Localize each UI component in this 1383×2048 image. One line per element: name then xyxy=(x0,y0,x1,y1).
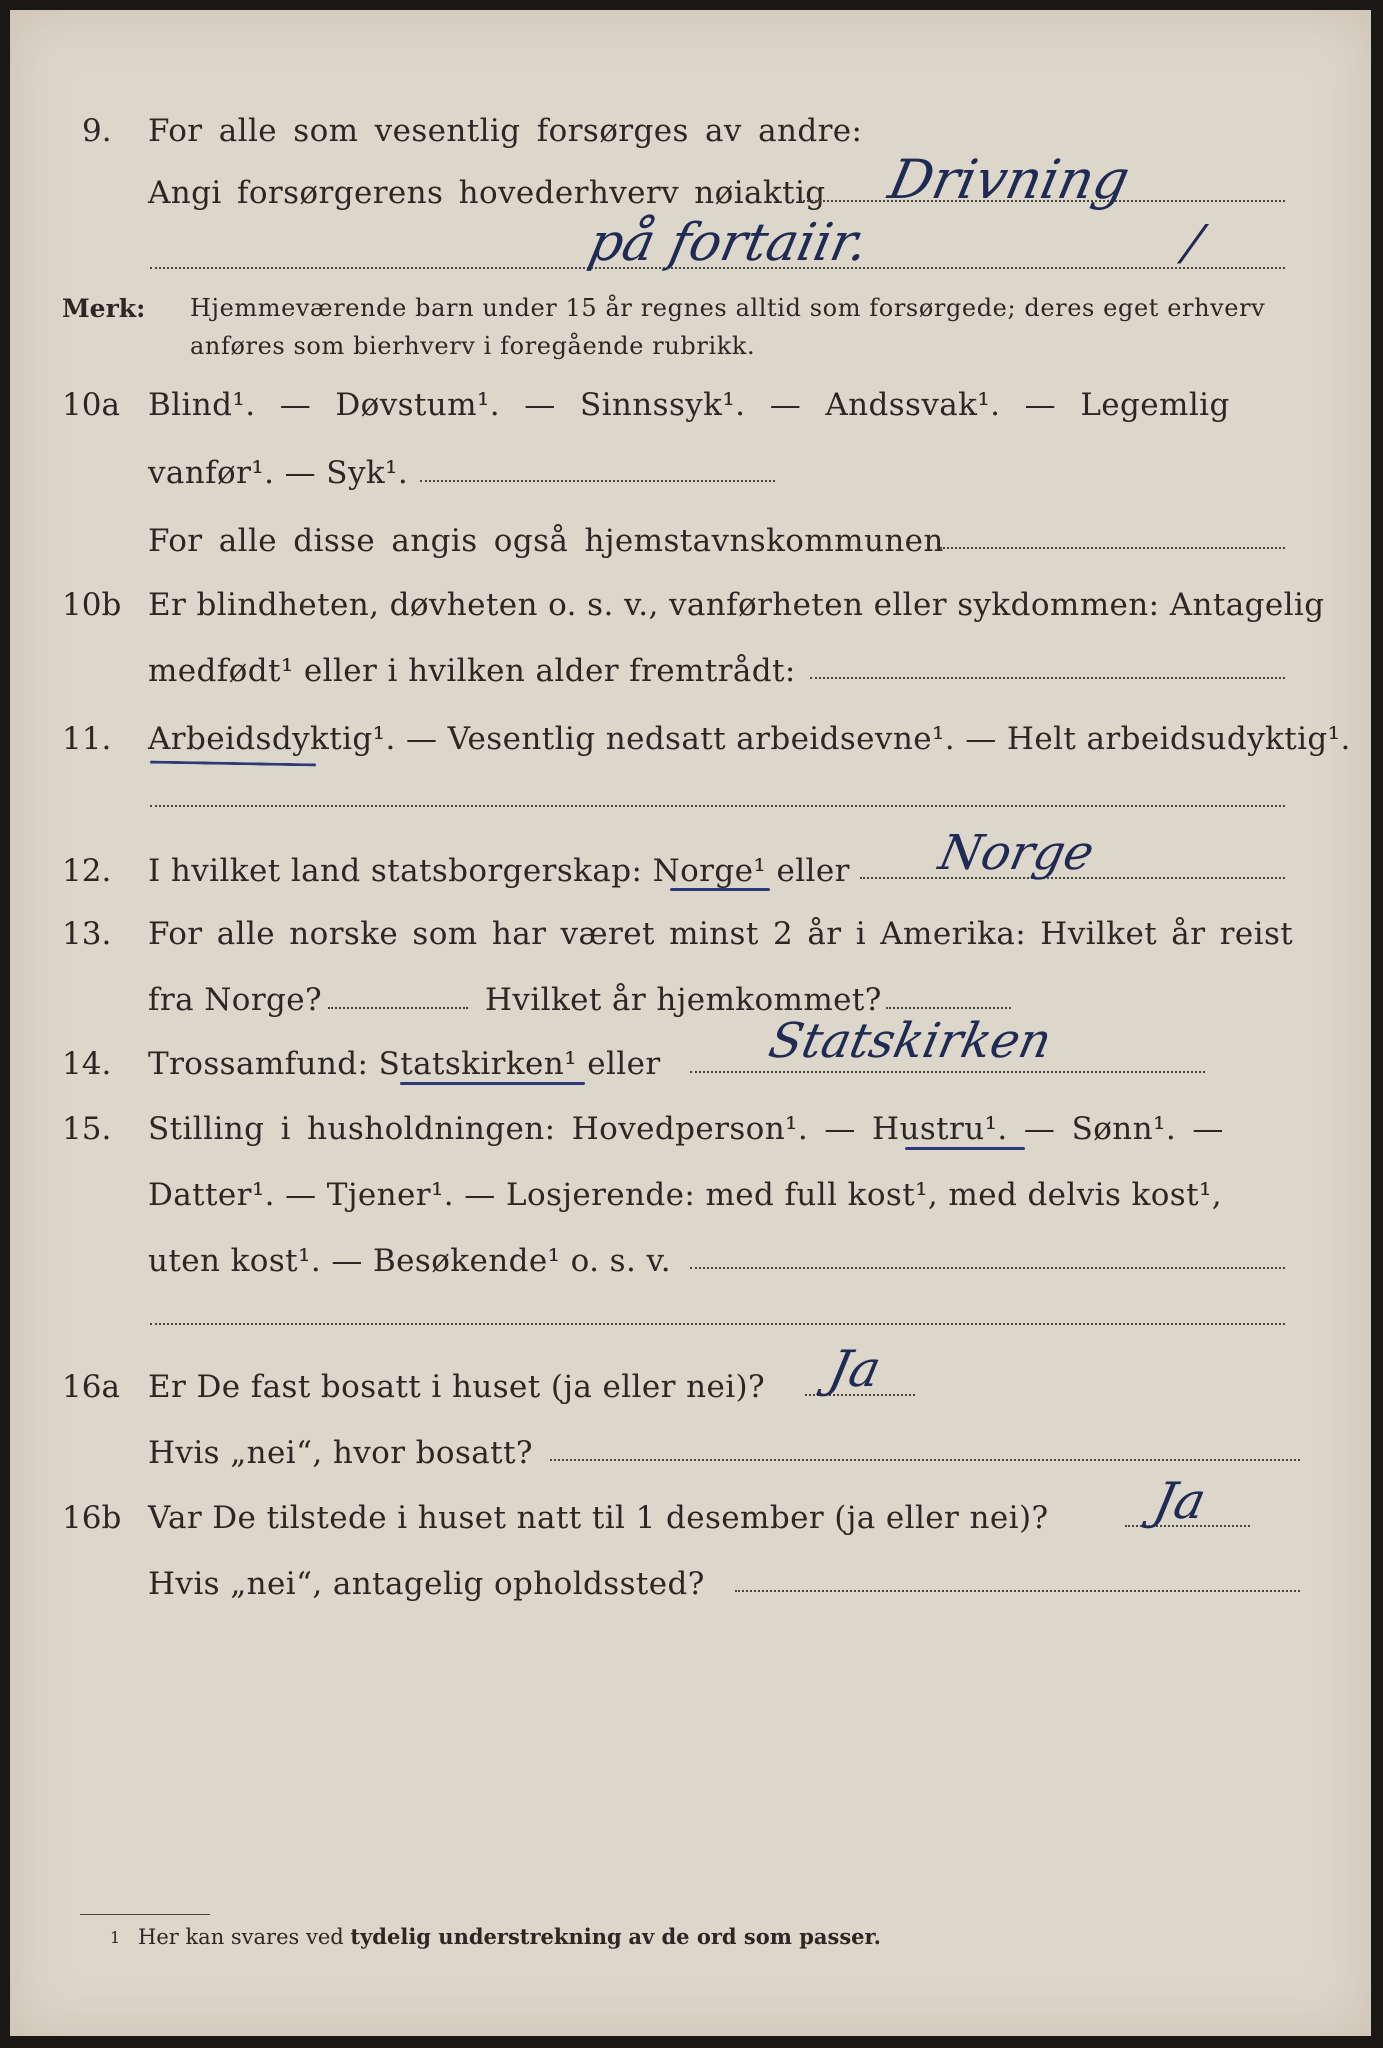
q16a-line1: Er De fast bosatt i huset (ja eller nei)? xyxy=(148,1369,766,1405)
q10b-line2: medfødt¹ eller i hvilken alder fremtrådt: xyxy=(148,653,796,689)
q16b-number: 16b xyxy=(62,1500,122,1536)
q14-answer-line xyxy=(690,1071,1205,1073)
q16a-number: 16a xyxy=(62,1369,120,1405)
footnote-text xyxy=(138,1924,881,1949)
footnote-rule xyxy=(80,1914,210,1915)
q10a-line1: Blind¹. — Døvstum¹. — Sinnssyk¹. — Andssvak¹. — Legemlig xyxy=(148,387,1230,423)
q9-line2: Angi forsørgerens hovederhverv nøiaktig xyxy=(148,175,826,211)
q15-line3: uten kost¹. — Besøkende¹ o. s. v. xyxy=(148,1243,671,1279)
q9-handwritten-mark: / xyxy=(1179,215,1208,271)
q12-handwritten-underline xyxy=(670,888,770,891)
q16b-line1: Var De tilstede i huset natt til 1 desember (ja eller nei)? xyxy=(148,1500,1049,1536)
q9-line1: For alle som vesentlig forsørges av andre: xyxy=(148,113,863,149)
q16a-line2: Hvis „nei“, hvor bosatt? xyxy=(148,1435,533,1471)
q16b-line2: Hvis „nei“, antagelig opholdssted? xyxy=(148,1566,705,1602)
footnote-text-b: tydelig understrekning xyxy=(350,1924,622,1949)
q10b-line1: Er blindheten, døvheten o. s. v., vanførheten eller sykdommen: Antagelig xyxy=(148,587,1325,623)
q10a-hometown-line xyxy=(940,547,1285,549)
q10a-answer-line xyxy=(420,480,775,482)
q10b-number: 10b xyxy=(62,587,122,623)
q16b-handwritten-answer: Ja xyxy=(1148,1472,1212,1530)
q16a-residence-line xyxy=(550,1459,1300,1461)
q12-number: 12. xyxy=(62,853,112,889)
q15-number: 15. xyxy=(62,1111,112,1147)
q15-answer-line xyxy=(690,1267,1285,1269)
q9-number: 9. xyxy=(82,113,112,149)
q14-handwritten-underline xyxy=(400,1082,585,1085)
q11-handwritten-underline xyxy=(150,761,316,767)
q13-departure-line xyxy=(328,1007,468,1009)
footnote-text-a: Her kan svares ved xyxy=(138,1925,344,1949)
q14-line1: Trossamfund: Statskirken¹ eller xyxy=(148,1046,661,1082)
q10a-line2: vanfør¹. — Syk¹. xyxy=(148,455,409,491)
q13-line2b: Hvilket år hjemkommet? xyxy=(485,982,882,1018)
q16a-handwritten-answer: Ja xyxy=(823,1340,887,1398)
merk-line1: Hjemmeværende barn under 15 år regnes alltid som forsørgede; deres eget erhverv xyxy=(190,294,1266,322)
q11-number: 11. xyxy=(62,721,112,757)
q16b-stay-line xyxy=(735,1590,1300,1592)
q15-handwritten-underline xyxy=(905,1147,1025,1150)
census-form-page xyxy=(10,10,1371,2036)
q15-answer-line-2 xyxy=(150,1323,1285,1325)
footnote-mark: 1 xyxy=(110,1928,121,1947)
merk-label: Merk: xyxy=(62,294,146,323)
q13-return-line xyxy=(886,1007,1011,1009)
merk-line2: anføres som bierhverv i foregående rubrikk. xyxy=(190,332,756,360)
q10b-answer-line xyxy=(810,677,1285,679)
q12-line1: I hvilket land statsborgerskap: Norge¹ eller xyxy=(148,853,850,889)
q11-line1: Arbeidsdyktig¹. — Vesentlig nedsatt arbeidsevne¹. — Helt arbeidsudyktig¹. xyxy=(148,721,1351,757)
q10a-line3: For alle disse angis også hjemstavnskommunen xyxy=(148,523,944,559)
q13-line2a: fra Norge? xyxy=(148,982,323,1018)
q14-handwritten-answer: Statskirken xyxy=(764,1013,1057,1069)
q15-line2: Datter¹. — Tjener¹. — Losjerende: med full kost¹, med delvis kost¹, xyxy=(148,1177,1223,1213)
q9-handwritten-1: Drivning xyxy=(883,148,1135,211)
q12-handwritten-answer: Norge xyxy=(934,825,1099,881)
footnote-text-c: av de ord som passer. xyxy=(628,1924,881,1949)
q13-number: 13. xyxy=(62,916,112,952)
q15-line1: Stilling i husholdningen: Hovedperson¹. — Hustru¹. — Sønn¹. — xyxy=(148,1111,1224,1147)
q14-number: 14. xyxy=(62,1046,112,1082)
q10a-number: 10a xyxy=(62,387,120,423)
q13-line1: For alle norske som har været minst 2 år i Amerika: Hvilket år reist xyxy=(148,916,1294,952)
q9-handwritten-2: på fortaiir. xyxy=(583,213,874,273)
q11-answer-line xyxy=(150,805,1285,807)
